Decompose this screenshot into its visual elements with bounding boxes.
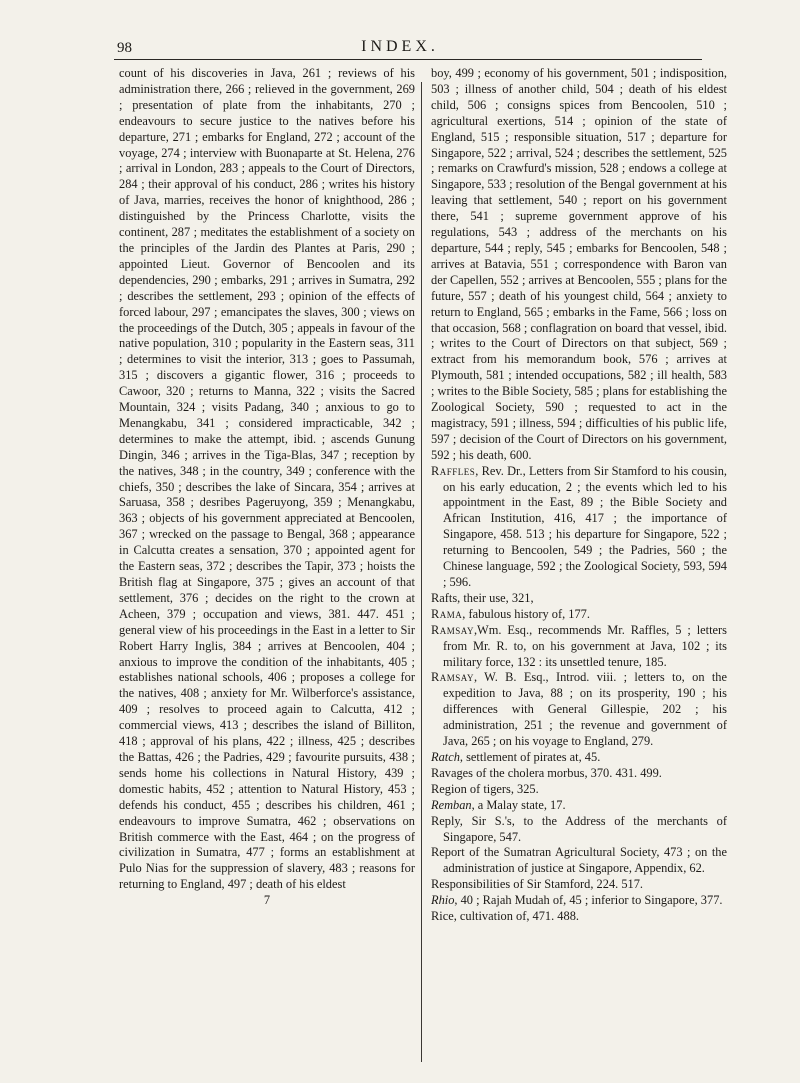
entry-references: , their use, 321, xyxy=(457,590,534,605)
index-entry xyxy=(431,464,727,591)
entry-references: , Sir S.'s, to the Address of the merchants of Singapore, 547. xyxy=(443,813,727,844)
entry-headword: Remban xyxy=(431,797,472,812)
header-rule xyxy=(114,59,702,60)
left-column xyxy=(119,66,415,907)
entry-headword: Rice xyxy=(431,909,454,924)
page-number: 98 xyxy=(117,40,132,56)
entry-references: of the Sumatran Agricultural Society, 473 ; on the administration of justice at Singapore, Appendix, 62. xyxy=(443,845,727,876)
entry-references: , a Malay state, 17. xyxy=(471,797,566,812)
right-column xyxy=(431,66,727,925)
entry-headword: Reply xyxy=(431,813,460,828)
entry-headword: Raffles xyxy=(431,463,476,478)
index-entry xyxy=(431,877,727,893)
index-entry xyxy=(431,893,727,909)
entry-references: , fabulous history of, 177. xyxy=(462,606,590,621)
running-title: INDEX. xyxy=(361,38,439,55)
index-entry xyxy=(431,845,727,877)
signature-mark: 7 xyxy=(263,893,271,908)
entry-references: of Sir Stamford, 224. 517. xyxy=(510,877,644,892)
entry-references: , Rev. Dr., Letters from Sir Stamford to his cousin, on his early education, 2 ; the events which led to his appointment in the East, 89 ; the Bible Society and African Institution, 416, 417 ; the importance of Singapore, 458. 513 ; his departure for Singapore, 522 ; returning to Bencoolen, 549 ; the Padries, 560 ; the Chinese language, 592 ; the Zoological Society, 593, 594 ; 596. xyxy=(443,463,727,589)
entry-headword: Rafts xyxy=(431,590,458,605)
entry-headword: Responsibilities xyxy=(431,877,511,892)
entry-headword: Rama xyxy=(431,606,463,621)
index-entry xyxy=(431,766,727,782)
entry-references: , settlement of pirates at, 45. xyxy=(459,749,601,764)
entry-headword: Ravages xyxy=(431,765,473,780)
index-entry xyxy=(431,607,727,623)
index-entry xyxy=(431,670,727,750)
index-entry-continuation: boy, 499 ; economy of his government, 501 ; indisposition, 503 ; illness of another child, 504 ; death of his eldest child, 506 ; consigns spices from Bencoolen, 510 ; agricultural exertions, 514 ; opinion of the state of England, 515 ; responsible situation, 517 ; departure for Singapore, 522 ; arrival, 524 ; describes the settlement, 525 ; remarks on Crawfurd's mission, 528 ; endows a college at Singapore, 533 ; resolution of the Bengal government at his leaving that settlement, 540 ; report on his government there, 541 ; supreme government approve of his regulations, 543 ; address of the merchants on his departure, 544 ; reply, 545 ; embarks for Bencoolen, 548 ; arrives at Batavia, 551 ; correspondence with Baron van der Capellen, 552 ; arrives at Bencoolen, 555 ; plans for the future, 557 ; death of his youngest child, 564 ; anxiety to return to England, 565 ; embarks in the Fame, 566 ; loss on that occasion, 568 ; conflagration on board that vessel, ibid. ; writes to the Court of Directors on that subject, 569 ; extract from his memorandum book, 576 ; arrives at Plymouth, 581 ; intended occupations, 582 ; ill health, 583 ; writes to the Bible Society, 585 ; plans for establishing the Zoological Society, 590 ; requested to act in the magistracy, 591 ; illness, 594 ; difficulties of his public life, 597 ; decision of the Court of Directors on his government, 592 ; his death, 600. xyxy=(431,66,727,462)
entry-headword: Ramsay xyxy=(431,622,474,637)
index-entry xyxy=(431,798,727,814)
entry-headword: Ramsay xyxy=(431,670,474,685)
entry-references: , cultivation of, 471. 488. xyxy=(453,909,579,924)
entry-headword: Region xyxy=(431,781,467,796)
entry-headword: Rhio xyxy=(431,893,455,908)
index-entry xyxy=(431,782,727,798)
entry-references: ,Wm. Esq., recommends Mr. Raffles, 5 ; letters from Mr. R. to, on his government at Java, 102 ; its military force, 132 : its unsettled tenure, 185. xyxy=(443,622,727,669)
index-entry xyxy=(431,623,727,671)
index-entry xyxy=(431,909,727,925)
index-entry-list xyxy=(431,464,727,925)
entry-headword: Report xyxy=(431,845,465,860)
entry-headword: Ratch xyxy=(431,749,460,764)
entry-references: , 40 ; Rajah Mudah of, 45 ; inferior to Singapore, 377. xyxy=(454,893,723,908)
page-header xyxy=(0,0,800,54)
index-entry xyxy=(431,750,727,766)
entry-references: of tigers, 325. xyxy=(466,781,539,796)
entry-references: of the cholera morbus, 370. 431. 499. xyxy=(472,765,662,780)
index-entry-continued: count of his discoveries in Java, 261 ; reviews of his administration there, 266 ; relieved in the government, 269 ; presentation of plate from the inhabitants, 270 ; endeavours to secure justice to the natives before his departure, 271 ; embarks for England, 272 ; account of the voyage, 274 ; interview with Buonaparte at St. Helena, 276 ; arrival in London, 283 ; appeals to the Court of Directors, 284 ; their approval of his conduct, 286 ; writes his history of Java, marries, receives the honor of knighthood, 286 ; distinguished by the Princess Charlotte, visits the continent, 287 ; meditates the establishment of a society on the principles of the Jardin des Plantes at Paris, 290 ; appointed Lieut. Governor of Bencoolen and its dependencies, 290 ; embarks, 291 ; arrives in Sumatra, 292 ; describes the settlement, 293 ; opinion of the effects of forced labour, 297 ; emancipates the slaves, 300 ; views on the proceedings of the Dutch, 305 ; appeals in favour of the native population, 310 ; popularity in the Eastern seas, 311 ; determines to visit the interior, 313 ; goes to Passumah, 315 ; discovers a gigantic flower, 316 ; proceeds to Cawoor, 320 ; returns to Manna, 322 ; visits the Sacred Mountain, 324 ; visits Padang, 340 ; anxious to go to Menangkabu, 341 ; considered impracticable, 342 ; determines to make the attempt, ibid. ; ascends Gunung Dingin, 346 ; arrives in the Tiga-Blas, 347 ; reception by the natives, 348 ; in the country, 349 ; conference with the chiefs, 350 ; describes the lake of Sincara, 354 ; arrives at Saruasa, 358 ; desribes Pageruyong, 359 ; Menangkabu, 363 ; objects of his government appreciated at Bencoolen, 367 ; wrecked on the passage to Bengal, 368 ; appearance in Calcutta creates a sensation, 370 ; appointed agent for the Eastern seas, 372 ; describes the Tapir, 373 ; hoists the British flag at Singapore, 375 ; gives an account of that settlement, 376 ; decides on the right to the crown at Acheen, 379 ; occupation and views, 381. 447. 451 ; general view of his proceedings in the East in a letter to Sir Robert Harry Inglis, 384 ; arrives at Bencoolen, 404 ; anxious to improve the condition of the inhabitants, 405 ; establishes national schools, 406 ; proposes a college for the natives, 408 ; anxiety for Mr. Wilberforce's assistance, 409 ; resolves to proceed again to Calcutta, 412 ; commercial views, 413 ; describes the island of Billiton, 418 ; approval of his plans, 422 ; illness, 425 ; describes the Battas, 426 ; the Padries, 429 ; favourite pursuits, 438 ; sends home his collections in Natural History, 439 ; domestic habits, 452 ; attention to Natural History, 453 ; defends his conduct, 455 ; describes his children, 461 ; endeavours to improve Sumatra, 462 ; observations on British commerce with the East, 464 ; on the progress of civilization in Sumatra, 477 ; forms an establishment at Pulo Nias for the suppression of slavery, 483 ; reasons for returning to England, 497 ; death of his eldest xyxy=(119,66,415,892)
index-entry xyxy=(431,591,727,607)
column-divider xyxy=(421,82,422,1062)
index-entry xyxy=(431,814,727,846)
entry-references: , W. B. Esq., Introd. viii. ; letters to, on the expedition to Java, 88 ; on its prosperity, 190 ; his differences with General Gillespie, 202 ; his administration, 251 ; the revenue and government of Java, 265 ; on his voyage to England, 279. xyxy=(443,670,727,749)
